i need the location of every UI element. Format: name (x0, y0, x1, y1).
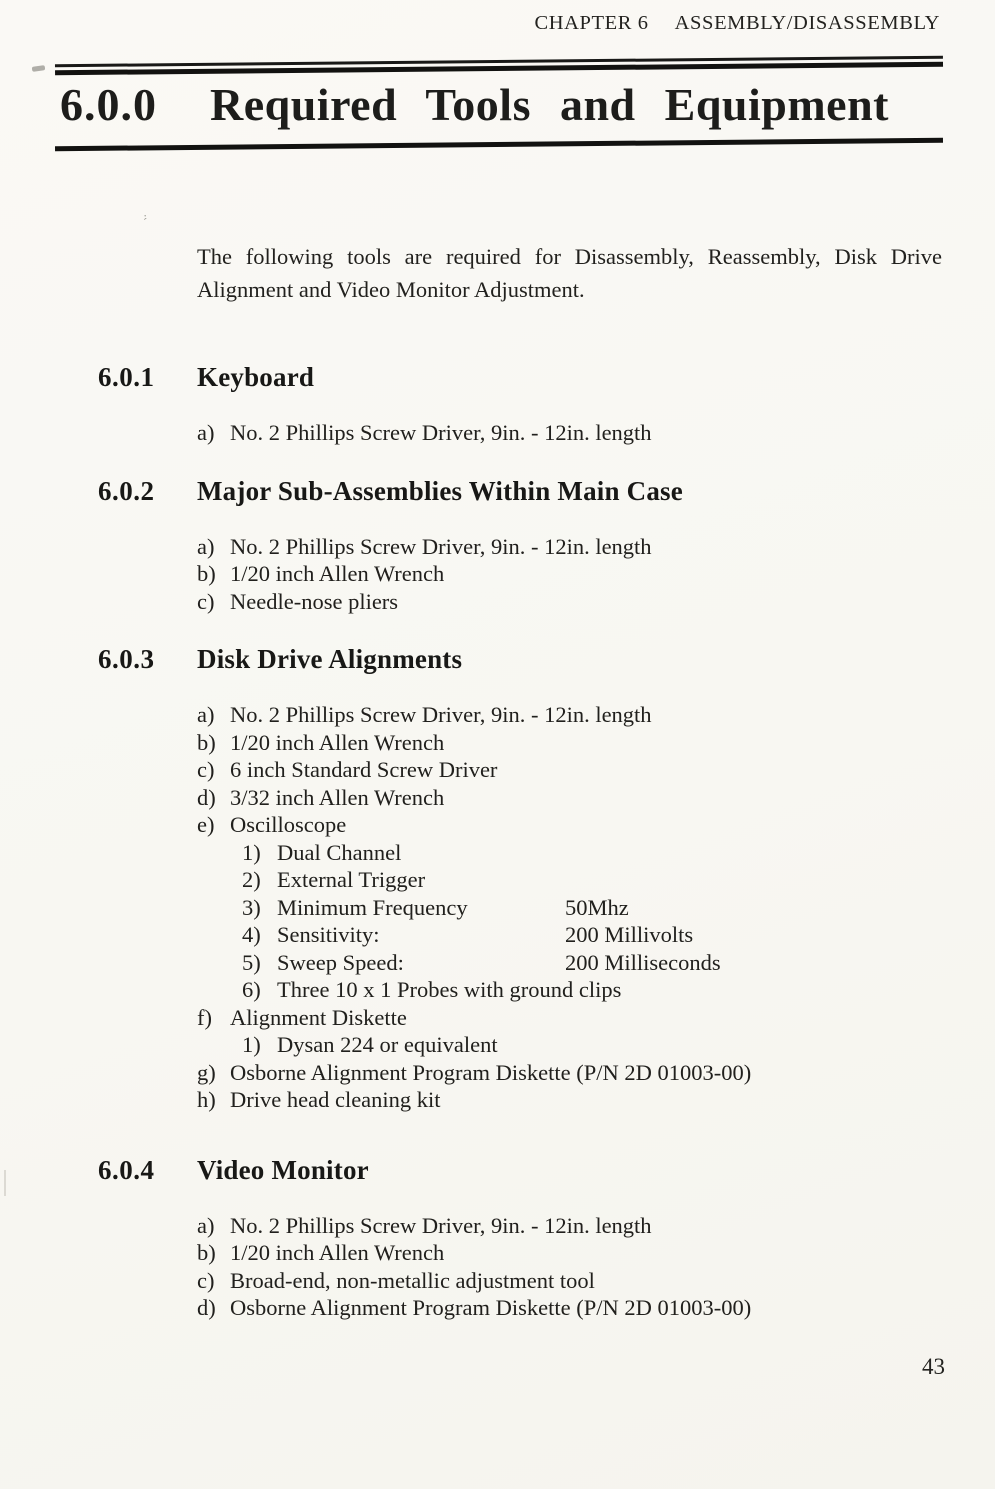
item-label: c) (197, 757, 215, 782)
item-value: 200 Millivolts (565, 922, 694, 947)
item-text: 1/20 inch Allen Wrench (230, 1240, 445, 1265)
section-heading (98, 1155, 947, 1186)
title-row (55, 71, 943, 140)
intro-paragraph: The following tools are required for Disassembly, Reassembly, Disk Drive Alignment and Video Monitor Adjustment. (197, 244, 942, 302)
running-header-chapter: CHAPTER 6 (534, 12, 649, 34)
item-label: 1) (242, 1032, 261, 1057)
list-item (197, 588, 947, 616)
chapter-title-band (55, 60, 943, 147)
list-item (197, 1212, 947, 1240)
item-label: h) (197, 1087, 216, 1112)
tool-list (197, 701, 947, 1114)
section (98, 362, 947, 447)
item-label: 3) (242, 894, 261, 920)
item-label: 4) (242, 922, 261, 947)
item-label: f) (197, 1004, 212, 1030)
item-text: Minimum Frequency (277, 894, 468, 920)
tool-list (197, 1212, 947, 1322)
item-text: Sensitivity: (277, 922, 380, 947)
list-item (197, 784, 947, 812)
scan-artifact-edge (4, 1170, 6, 1196)
item-text: Sweep Speed: (277, 949, 404, 975)
item-label: a) (197, 1212, 215, 1238)
item-label: b) (197, 729, 216, 755)
list-item (197, 729, 947, 757)
list-item (197, 1059, 947, 1087)
section-title: Major Sub-Assemblies Within Main Case (197, 475, 683, 506)
list-item (197, 1239, 947, 1267)
item-text: No. 2 Phillips Screw Driver, 9in. - 12in. length (230, 420, 652, 445)
list-item (197, 1004, 947, 1032)
item-value: 200 Milliseconds (565, 949, 721, 975)
item-label: a) (197, 533, 215, 559)
list-item (197, 701, 947, 729)
page-number: 43 (922, 1354, 945, 1379)
section-heading (98, 362, 947, 393)
item-label: d) (197, 784, 216, 810)
list-item (197, 1267, 947, 1295)
item-label: 6) (242, 977, 261, 1002)
section (98, 1155, 947, 1322)
item-text: Osborne Alignment Program Diskette (P/N 2D 01003-00) (230, 1295, 752, 1320)
tool-list (197, 533, 947, 616)
list-item (197, 419, 947, 447)
item-label: c) (197, 1267, 215, 1293)
title-section-number: 6.0.0 (60, 79, 157, 130)
list-item (197, 976, 947, 1004)
list-item (197, 811, 947, 839)
item-text: 1/20 inch Allen Wrench (230, 561, 445, 586)
item-label: e) (197, 812, 215, 837)
section-number: 6.0.3 (98, 644, 155, 674)
section (98, 476, 947, 616)
item-text: Needle-nose pliers (230, 588, 399, 614)
list-item (197, 1031, 947, 1059)
item-label: a) (197, 702, 215, 727)
list-item (197, 1294, 947, 1322)
item-label: 2) (242, 867, 261, 892)
item-text: No. 2 Phillips Screw Driver, 9in. - 12in. length (230, 1212, 652, 1238)
section-heading (98, 476, 947, 507)
list-item (197, 921, 947, 949)
item-text: Dual Channel (277, 839, 402, 865)
section-number: 6.0.4 (98, 1154, 155, 1185)
sections-container (98, 333, 947, 1322)
item-text: Alignment Diskette (230, 1004, 407, 1030)
item-label: d) (197, 1295, 216, 1320)
item-text: Drive head cleaning kit (230, 1087, 441, 1112)
section-number: 6.0.1 (98, 362, 155, 392)
section-title: Keyboard (197, 362, 315, 392)
running-header-title: ASSEMBLY/DISASSEMBLY (674, 12, 940, 34)
section-title: Video Monitor (197, 1154, 369, 1185)
list-item (197, 560, 947, 588)
item-text: Osborne Alignment Program Diskette (P/N 2D 01003-00) (230, 1059, 752, 1085)
item-text: 3/32 inch Allen Wrench (230, 784, 445, 810)
scan-artifact-dash (32, 65, 46, 72)
item-text: Oscilloscope (230, 812, 347, 837)
section (98, 644, 947, 1114)
item-label: b) (197, 561, 216, 586)
item-label: b) (197, 1240, 216, 1265)
list-item (197, 756, 947, 784)
item-label: 5) (242, 949, 261, 975)
section-number: 6.0.2 (98, 475, 155, 506)
item-text: No. 2 Phillips Screw Driver, 9in. - 12in. length (230, 702, 652, 727)
item-text: Broad-end, non-metallic adjustment tool (230, 1267, 595, 1293)
item-text: 6 inch Standard Screw Driver (230, 757, 498, 782)
item-label: 1) (242, 839, 261, 865)
item-text: No. 2 Phillips Screw Driver, 9in. - 12in. length (230, 533, 652, 559)
list-item (197, 866, 947, 894)
section-title: Disk Drive Alignments (197, 644, 463, 674)
list-item (197, 533, 947, 561)
item-label: c) (197, 588, 215, 614)
item-text: 1/20 inch Allen Wrench (230, 729, 445, 755)
list-item (197, 894, 947, 922)
page-title: Required Tools and Equipment (210, 79, 889, 130)
scan-artifact-speck: ·´ (143, 208, 148, 230)
tool-list (197, 419, 947, 447)
item-text: External Trigger (277, 867, 426, 892)
list-item (197, 949, 947, 977)
running-header (534, 12, 940, 35)
list-item (197, 1086, 947, 1114)
item-value: 50Mhz (565, 894, 629, 920)
item-label: a) (197, 420, 215, 445)
item-text: Three 10 x 1 Probes with ground clips (277, 977, 622, 1002)
item-text: Dysan 224 or equivalent (277, 1032, 498, 1057)
section-heading (98, 644, 947, 675)
item-label: g) (197, 1059, 216, 1085)
list-item (197, 839, 947, 867)
